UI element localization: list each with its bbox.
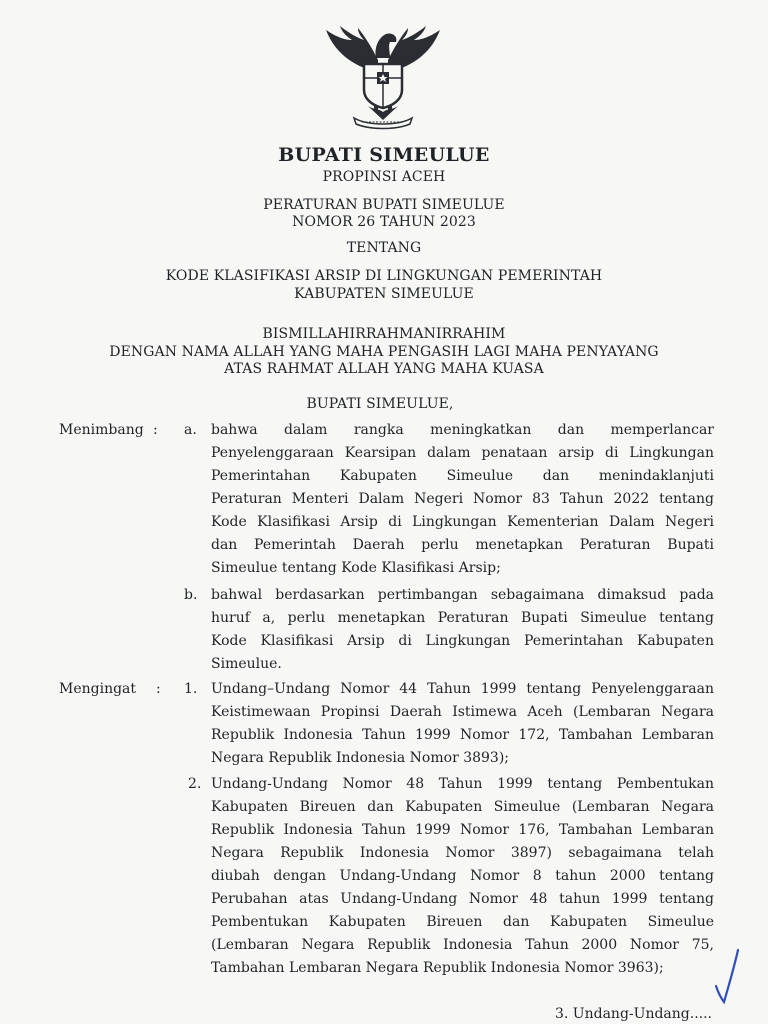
menimbang-b-line-3: Kode Klasifikasi Arsip di Lingkungan Pemerintahan Kabupaten xyxy=(211,633,714,649)
mengingat-label: Mengingat xyxy=(59,681,137,697)
mengingat-1-line-3: Republik Indonesia Tahun 1999 Nomor 172, Tambahan Lembaran xyxy=(211,727,714,743)
invocation-line-1: DENGAN NAMA ALLAH YANG MAHA PENGASIH LAGI MAHA PENYAYANG xyxy=(109,344,659,360)
menimbang-a-line-6: dan Pemerintah Daerah perlu menetapkan Peraturan Bupati xyxy=(211,537,714,553)
mengingat-2-line-5: diubah dengan Undang-Undang Nomor 8 tahun 2000 tentang xyxy=(211,868,714,884)
garuda-emblem-icon xyxy=(318,20,448,132)
issuer-title: BUPATI SIMEULUE xyxy=(278,144,490,166)
menimbang-a-line-1: bahwa dalam rangka meningkatkan dan memperlancar xyxy=(211,422,714,438)
handwritten-check-mark-icon xyxy=(714,948,744,1004)
mengingat-colon: : xyxy=(156,681,161,697)
menimbang-a-line-2: Penyelenggaraan Kearsipan dalam penataan arsip di Lingkungan xyxy=(211,445,714,461)
mengingat-2-line-6: Perubahan atas Undang-Undang Nomor 48 tahun 1999 tentang xyxy=(211,891,714,907)
mengingat-marker-1: 1. xyxy=(184,681,198,697)
basmalah: BISMILLAHIRRAHMANIRRAHIM xyxy=(262,326,506,342)
regulation-number: NOMOR 26 TAHUN 2023 xyxy=(292,214,476,230)
mengingat-2-line-9: Tambahan Lembaran Negara Republik Indonesia Nomor 3963); xyxy=(211,960,664,976)
menimbang-a-line-3: Pemerintahan Kabupaten Simeulue dan menindaklanjuti xyxy=(211,468,714,484)
province-name: PROPINSI ACEH xyxy=(322,169,446,185)
mengingat-2-line-2: Kabupaten Bireuen dan Kabupaten Simeulue (Lembaran Negara xyxy=(211,799,714,815)
mengingat-2-line-1: Undang-Undang Nomor 48 Tahun 1999 tentang Pembentukan xyxy=(211,776,714,792)
page-catchword: 3. Undang-Undang..... xyxy=(555,1006,712,1022)
about-heading: TENTANG xyxy=(346,240,422,256)
menimbang-a-line-4: Peraturan Menteri Dalam Negeri Nomor 83 Tahun 2022 tentang xyxy=(211,491,714,507)
menimbang-b-line-2: huruf a, perlu menetapkan Peraturan Bupati Simeulue tentang xyxy=(211,610,714,626)
menimbang-b-line-4: Simeulue. xyxy=(211,656,282,672)
subject-line-1: KODE KLASIFIKASI ARSIP DI LINGKUNGAN PEMERINTAH xyxy=(165,268,603,284)
mengingat-marker-2: 2. xyxy=(188,776,202,792)
menimbang-a-line-5: Kode Klasifikasi Arsip di Lingkungan Kementerian Dalam Negeri xyxy=(211,514,714,530)
invocation-line-2: ATAS RAHMAT ALLAH YANG MAHA KUASA xyxy=(224,361,544,377)
menimbang-marker-a: a. xyxy=(184,422,197,438)
regulation-type: PERATURAN BUPATI SIMEULUE xyxy=(263,197,505,213)
menimbang-a-line-7: Simeulue tentang Kode Klasifikasi Arsip; xyxy=(211,560,501,576)
mengingat-2-line-4: Negara Republik Indonesia Nomor 3897) sebagaimana telah xyxy=(211,845,714,861)
mengingat-1-line-2: Keistimewaan Propinsi Daerah Istimewa Aceh (Lembaran Negara xyxy=(211,704,714,720)
mengingat-2-line-3: Republik Indonesia Tahun 1999 Nomor 176, Tambahan Lembaran xyxy=(211,822,714,838)
speaker-line: BUPATI SIMEULUE, xyxy=(306,396,454,412)
mengingat-2-line-7: Pembentukan Kabupaten Bireuen dan Kabupaten Simeulue xyxy=(211,914,714,930)
menimbang-label: Menimbang xyxy=(59,422,144,438)
mengingat-1-line-1: Undang–Undang Nomor 44 Tahun 1999 tentang Penyelenggaraan xyxy=(211,681,714,697)
mengingat-2-line-8: (Lembaran Negara Republik Indonesia Tahun 2000 Nomor 75, xyxy=(211,937,714,953)
subject-line-2: KABUPATEN SIMEULUE xyxy=(294,286,474,302)
menimbang-marker-b: b. xyxy=(184,587,198,603)
menimbang-b-line-1: bahwal berdasarkan pertimbangan sebagaimana dimaksud pada xyxy=(211,587,714,603)
menimbang-colon: : xyxy=(153,422,158,438)
mengingat-1-line-4: Negara Republik Indonesia Nomor 3893); xyxy=(211,750,510,766)
